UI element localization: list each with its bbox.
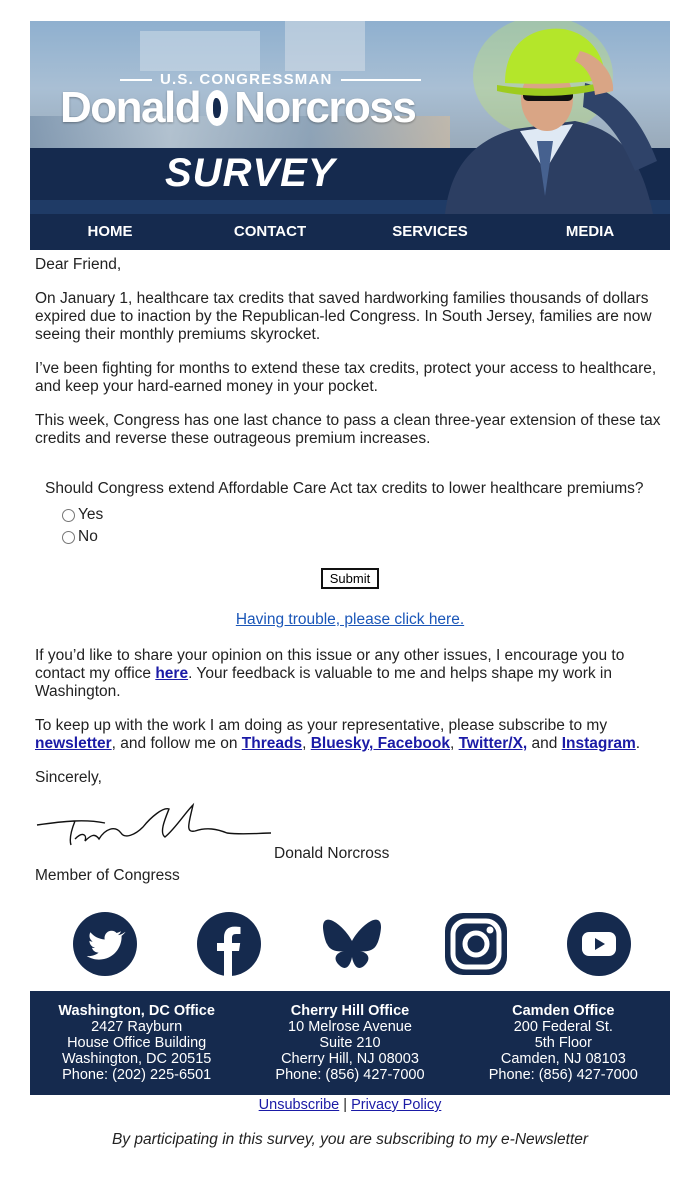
office-line: Cherry Hill, NJ 08003	[281, 1051, 419, 1067]
office-camden	[457, 991, 670, 1095]
p5-sep-1: ,	[302, 735, 311, 752]
twitter-icon[interactable]	[72, 911, 138, 977]
office-cherry-hill	[243, 991, 456, 1095]
p4-text-2: . Your feedback is valuable to me and helps shape my work in Washington.	[35, 665, 612, 700]
signature-image	[35, 799, 275, 859]
p5-end: .	[635, 735, 641, 752]
radio-yes[interactable]	[62, 509, 75, 522]
signer-name: Donald Norcross	[274, 845, 390, 862]
office-title: Washington, DC Office	[58, 1003, 215, 1019]
rule-right	[341, 79, 421, 81]
radio-no[interactable]	[62, 531, 75, 544]
office-line: 10 Melrose Avenue	[288, 1019, 412, 1035]
submit-button[interactable]: Submit	[321, 568, 379, 589]
bluesky-facebook-link[interactable]: Bluesky, Facebook	[310, 735, 450, 752]
instagram-icon[interactable]	[443, 911, 509, 977]
congressman-name	[60, 83, 415, 133]
email-container	[30, 21, 670, 1149]
option-no[interactable]	[35, 526, 665, 548]
p5-and: and	[527, 735, 562, 752]
office-dc	[30, 991, 243, 1095]
instagram-link[interactable]: Instagram	[561, 735, 636, 752]
signer-title: Member of Congress	[35, 867, 180, 884]
top-navigation	[30, 214, 670, 250]
p4-text-1: If you’d like to share your opinion on this issue or any other issues, I encourage you to contact my office	[35, 647, 625, 682]
greeting: Dear Friend,	[35, 256, 122, 273]
p5-sep-2: ,	[449, 735, 459, 752]
option-yes-label: Yes	[78, 506, 104, 523]
office-line: Camden, NJ 08103	[500, 1051, 626, 1067]
link-separator: |	[339, 1097, 352, 1113]
survey-question: Should Congress extend Affordable Care Act tax credits to lower healthcare premiums?	[45, 480, 644, 497]
p5-text-1: To keep up with the work I am doing as your representative, please subscribe to my	[35, 717, 608, 734]
office-phone: Phone: (856) 427-7000	[275, 1067, 425, 1083]
paragraph-5	[35, 717, 665, 753]
office-line: 200 Federal St.	[513, 1019, 613, 1035]
office-line: Washington, DC 20515	[61, 1051, 212, 1067]
office-phone: Phone: (202) 225-6501	[62, 1067, 212, 1083]
office-title: Cherry Hill Office	[290, 1003, 410, 1019]
newsletter-link[interactable]: newsletter	[35, 735, 112, 752]
rule-left	[120, 79, 152, 81]
bluesky-icon[interactable]	[319, 911, 385, 977]
us-congressman-text: U.S. CONGRESSMAN	[160, 71, 333, 88]
contact-here-link[interactable]: here	[155, 665, 189, 682]
office-line: 2427 Rayburn	[91, 1019, 183, 1035]
sincerely: Sincerely,	[35, 769, 102, 786]
paragraph-1: On January 1, healthcare tax credits that saved hardworking families thousands of dollars expired due to inaction by the Republican-led Congress. In South Jersey, families are now seeing their monthly premiums skyrocket.	[35, 290, 652, 343]
footer-note: By participating in this survey, you are subscribing to my e-Newsletter	[111, 1131, 589, 1148]
footer-links	[30, 1097, 670, 1113]
office-line: House Office Building	[67, 1035, 207, 1051]
nav-media[interactable]: MEDIA	[565, 223, 615, 240]
unsubscribe-link[interactable]: Unsubscribe	[258, 1097, 340, 1113]
nav-home[interactable]: HOME	[87, 223, 133, 240]
paragraph-3: This week, Congress has one last chance to pass a clean three-year extension of these tax credits and reverse these outrageous premium increases.	[35, 412, 661, 447]
trouble-row	[35, 611, 665, 629]
survey-title: SURVEY	[165, 151, 336, 195]
paragraph-2: I’ve been fighting for months to extend these tax credits, protect your access to healthcare, and keep your hard-earned money in your pocket.	[35, 360, 657, 395]
submit-row	[35, 568, 665, 589]
option-yes[interactable]	[35, 504, 665, 526]
nav-services[interactable]: SERVICES	[392, 223, 468, 240]
office-line: 5th Floor	[534, 1035, 592, 1051]
paragraph-4	[35, 647, 665, 701]
letter-body	[30, 256, 670, 885]
facebook-icon[interactable]	[196, 911, 262, 977]
new-jersey-icon	[206, 90, 228, 126]
banner-background-detail	[140, 31, 260, 71]
name-last: Norcross	[234, 83, 416, 132]
office-line: Suite 210	[319, 1035, 381, 1051]
office-title: Camden Office	[512, 1003, 615, 1019]
banner-background-detail-2	[285, 21, 365, 71]
social-icons	[30, 911, 670, 977]
p5-text-2: , and follow me on	[111, 735, 242, 752]
nav-contact[interactable]: CONTACT	[233, 223, 307, 240]
threads-link[interactable]: Threads	[241, 735, 303, 752]
office-phone: Phone: (856) 427-7000	[488, 1067, 638, 1083]
trouble-link[interactable]: Having trouble, please click here.	[235, 611, 465, 628]
youtube-icon[interactable]	[566, 911, 632, 977]
name-first: Donald	[60, 83, 201, 132]
signature-row	[35, 787, 665, 867]
twitter-link[interactable]: Twitter/X,	[458, 735, 528, 752]
office-footer	[30, 991, 670, 1095]
privacy-policy-link[interactable]: Privacy Policy	[351, 1097, 442, 1113]
congressman-photo	[425, 21, 670, 214]
header-banner	[30, 21, 670, 214]
option-no-label: No	[78, 528, 98, 545]
